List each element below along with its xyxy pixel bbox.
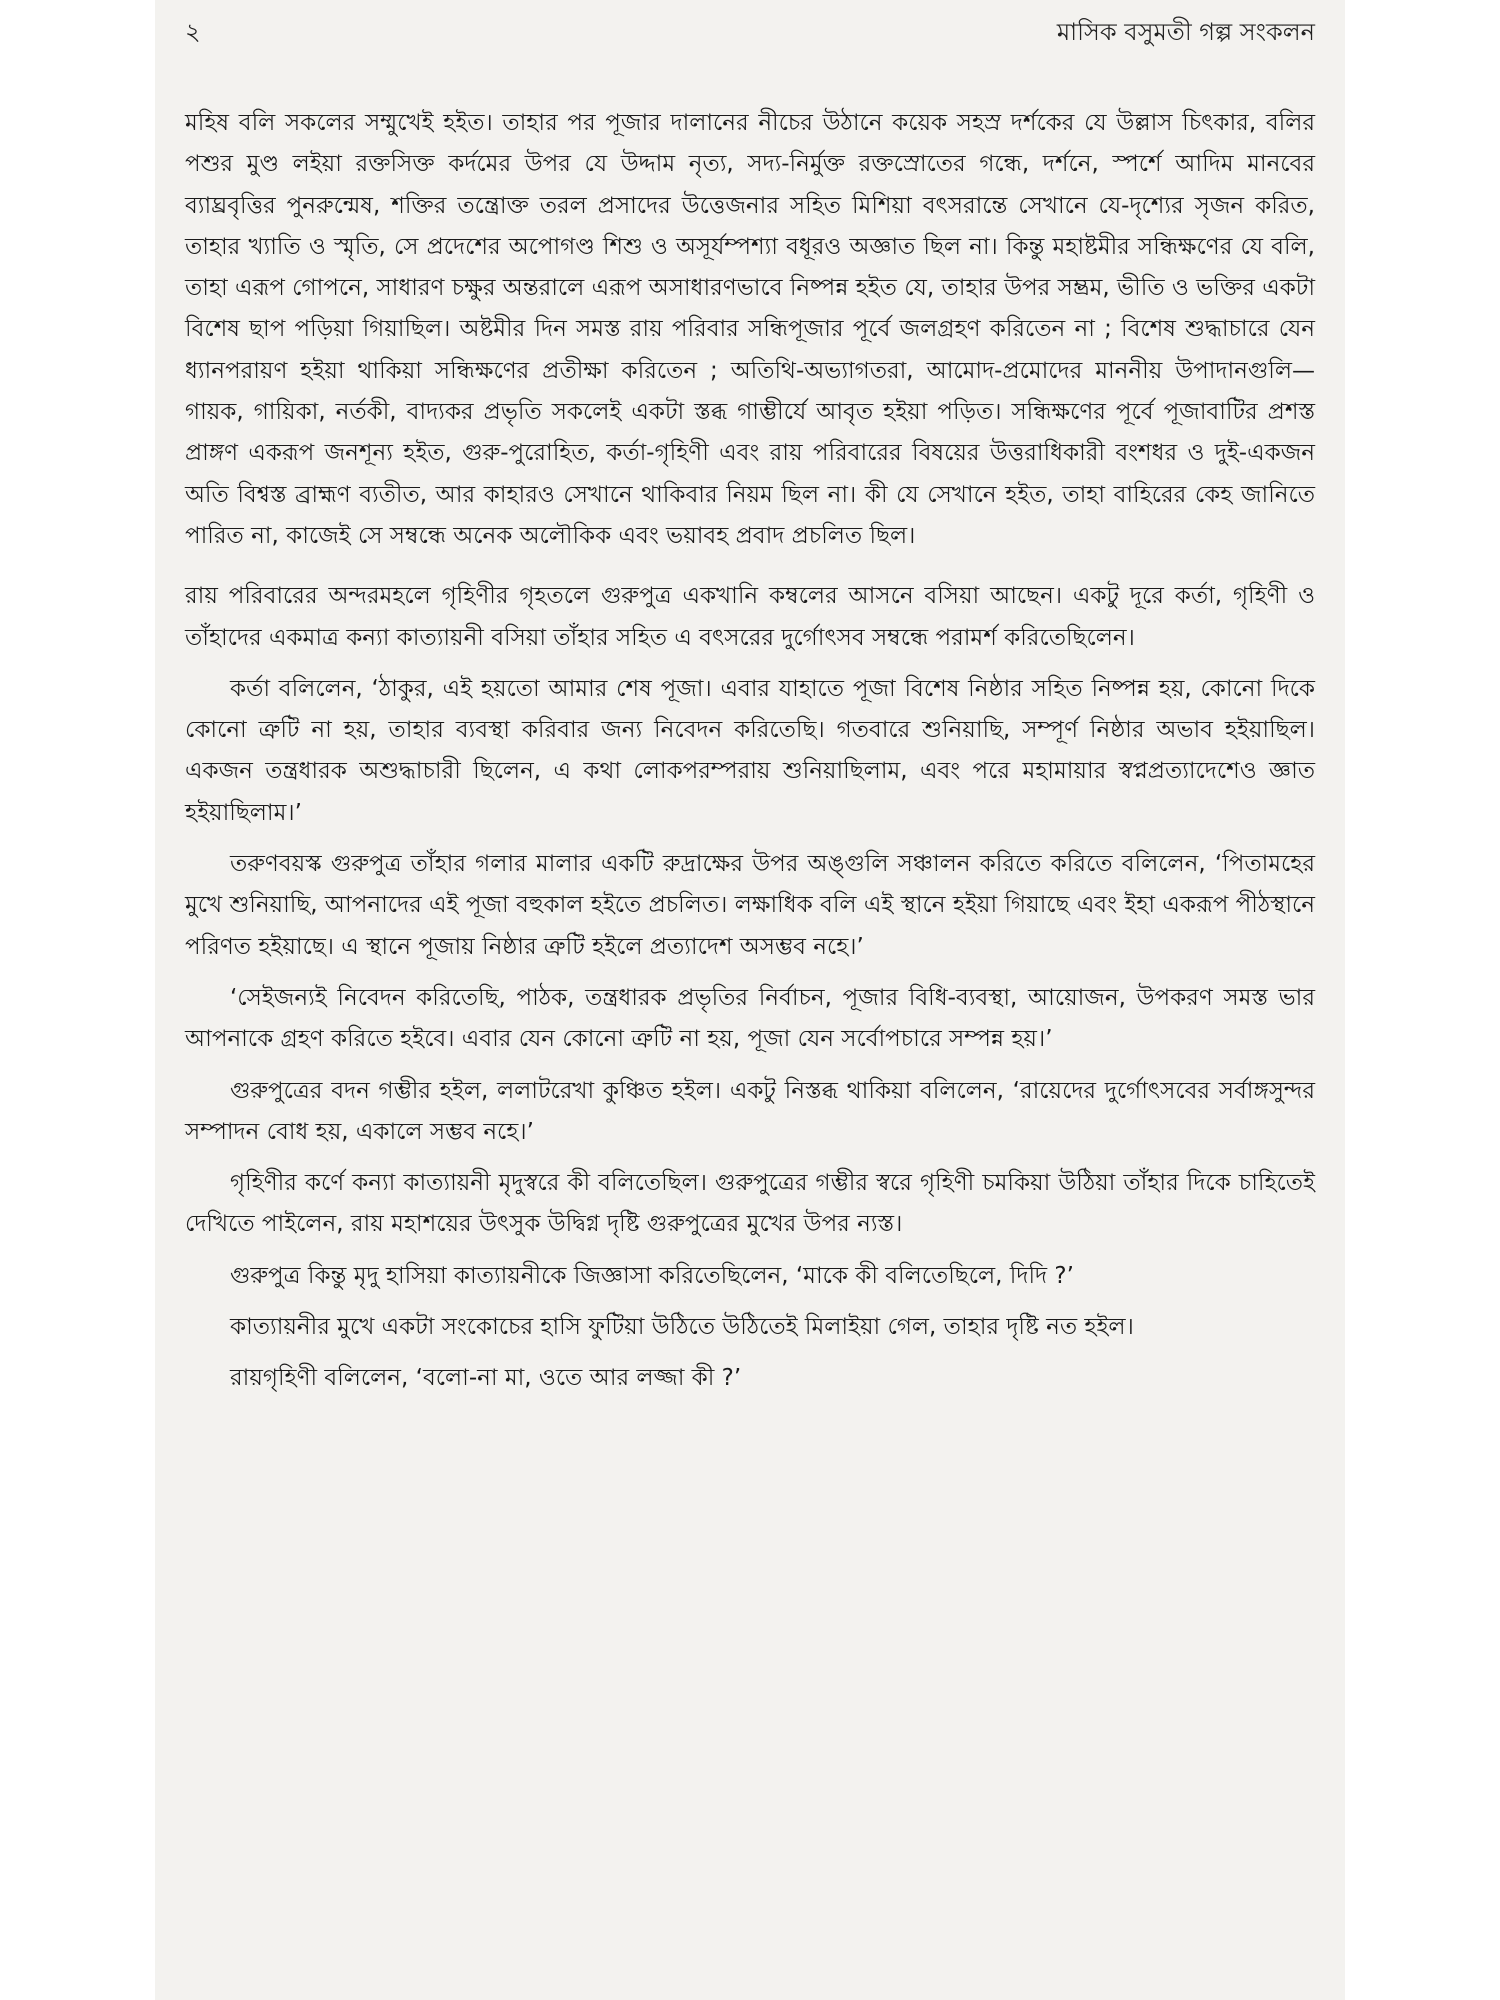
story-text — [185, 103, 1315, 1400]
paragraph-3: কর্তা বলিলেন, ‘ঠাকুর, এই হয়তো আমার শেষ পূজা। এবার যাহাতে পূজা বিশেষ নিষ্ঠার সহিত নিষ্পন্ন হয়, কোনো দিকে কোনো ত্রুটি না হয়, তাহার ব্যবস্থা করিবার জন্য নিবেদন করিতেছি। গতবারে শুনিয়াছি, সম্পূর্ণ নিষ্ঠার অভাব হইয়াছিল। একজন তন্ত্রধারক অশুদ্ধাচারী ছিলেন, এ কথা লোকপরম্পরায় শুনিয়াছিলাম, এবং পরে মহামায়ার স্বপ্নপ্রত্যাদেশেও জ্ঞাত হইয়াছিলাম।’ — [185, 675, 1315, 826]
paragraph-6: গুরুপুত্রের বদন গম্ভীর হইল, ললাটরেখা কুঞ্চিত হইল। একটু নিস্তব্ধ থাকিয়া বলিলেন, ‘রায়েদের দুর্গোৎসবের সর্বাঙ্গসুন্দর সম্পাদন বোধ হয়, একালে সম্ভব নহে।’ — [185, 1077, 1315, 1145]
paragraph-7: গৃহিণীর কর্ণে কন্যা কাত্যায়নী মৃদুস্বরে কী বলিতেছিল। গুরুপুত্রের গম্ভীর স্বরে গৃহিণী চমকিয়া উঠিয়া তাঁহার দিকে চাহিতেই দেখিতে পাইলেন, রায় মহাশয়ের উৎসুক উদ্বিগ্ন দৃষ্টি গুরুপুত্রের মুখের উপর ন্যস্ত। — [185, 1170, 1315, 1238]
running-title: মাসিক বসুমতী গল্প সংকলন — [1056, 18, 1315, 46]
paragraph-5: ‘সেইজন্যই নিবেদন করিতেছি, পাঠক, তন্ত্রধারক প্রভৃতির নির্বাচন, পূজার বিধি-ব্যবস্থা, আয়োজন, উপকরণ সমস্ত ভার আপনাকে গ্রহণ করিতে হইবে। এবার যেন কোনো ত্রুটি না হয়, পূজা যেন সর্বোপচারে সম্পন্ন হয়।’ — [185, 984, 1315, 1053]
paragraph-10: রায়গৃহিণী বলিলেন, ‘বলো-না মা, ওতে আর লজ্জা কী ?’ — [230, 1365, 742, 1392]
paragraph-4: তরুণবয়স্ক গুরুপুত্র তাঁহার গলার মালার একটি রুদ্রাক্ষের উপর অঙ্গুলি সঞ্চালন করিতে করিতে বলিলেন, ‘পিতামহের মুখে শুনিয়াছি, আপনাদের এই পূজা বহুকাল হইতে প্রচলিত। লক্ষাধিক বলি এই স্থানে হইয়া গিয়াছে এবং ইহা একরূপ পীঠস্থানে পরিণত হইয়াছে। এ স্থানে পূজায় নিষ্ঠার ত্রুটি হইলে প্রত্যাদেশ অসম্ভব নহে।’ — [185, 851, 1315, 960]
book-page — [155, 0, 1345, 2000]
paragraph-8: গুরুপুত্র কিন্তু মৃদু হাসিয়া কাত্যায়নীকে জিজ্ঞাসা করিতেছিলেন, ‘মাকে কী বলিতেছিলে, দিদি ?’ — [230, 1262, 1074, 1289]
paragraph-2: রায় পরিবারের অন্দরমহলে গৃহিণীর গৃহতলে গুরুপুত্র একখানি কম্বলের আসনে বসিয়া আছেন। একটু দূরে কর্তা, গৃহিণী ও তাঁহাদের একমাত্র কন্যা কাত্যায়নী বসিয়া তাঁহার সহিত এ বৎসরের দুর্গোৎসব সম্বন্ধে পরামর্শ করিতেছিলেন। — [185, 583, 1315, 651]
page-number: ২ — [185, 18, 201, 46]
page-header — [185, 12, 1315, 52]
paragraph-9: কাত্যায়নীর মুখে একটা সংকোচের হাসি ফুটিয়া উঠিতে উঠিতেই মিলাইয়া গেল, তাহার দৃষ্টি নত হইল। — [230, 1314, 1134, 1341]
paragraph-1: মহিষ বলি সকলের সম্মুখেই হইত। তাহার পর পূজার দালানের নীচের উঠানে কয়েক সহস্র দর্শকের যে উল্লাস চিৎকার, বলির পশুর মুণ্ড লইয়া রক্তসিক্ত কর্দমের উপর যে উদ্দাম নৃত্য, সদ্য-নির্মুক্ত রক্তস্রোতের গন্ধে, দর্শনে, স্পর্শে আদিম মানবের ব্যাঘ্রবৃত্তির পুনরুন্মেষ, শক্তির তন্ত্রোক্ত তরল প্রসাদের উত্তেজনার সহিত মিশিয়া বৎসরান্তে সেখানে যে-দৃশ্যের সৃজন করিত, তাহার খ্যাতি ও স্মৃতি, সে প্রদেশের অপোগণ্ড শিশু ও অসূর্যম্পশ্যা বধূরও অজ্ঞাত ছিল না। কিন্তু মহাষ্টমীর সন্ধিক্ষণের যে বলি, তাহা এরূপ গোপনে, সাধারণ চক্ষুর অন্তরালে এরূপ অসাধারণভাবে নিষ্পন্ন হইত যে, তাহার উপর সম্ভ্রম, ভীতি ও ভক্তির একটা বিশেষ ছাপ পড়িয়া গিয়াছিল। অষ্টমীর দিন সমস্ত রায় পরিবার সন্ধিপূজার পূর্বে জলগ্রহণ করিতেন না ; বিশেষ শুদ্ধাচারে যেন ধ্যানপরায়ণ হইয়া থাকিয়া সন্ধিক্ষণের প্রতীক্ষা করিতেন ; অতিথি-অভ্যাগতরা, আমোদ-প্রমোদের মাননীয় উপাদানগুলি—গায়ক, গায়িকা, নর্তকী, বাদ্যকর প্রভৃতি সকলেই একটা স্তব্ধ গাম্ভীর্যে আবৃত হইয়া পড়িত। সন্ধিক্ষণের পূর্বে পূজাবাটির প্রশস্ত প্রাঙ্গণ একরূপ জনশূন্য হইত, গুরু-পুরোহিত, কর্তা-গৃহিণী এবং রায় পরিবারের বিষয়ের উত্তরাধিকারী বংশধর ও দুই-একজন অতি বিশ্বস্ত ব্রাহ্মণ ব্যতীত, আর কাহারও সেখানে থাকিবার নিয়ম ছিল না। কী যে সেখানে হইত, তাহা বাহিরের কেহ জানিতে পারিত না, কাজেই সে সম্বন্ধে অনেক অলৌকিক এবং ভয়াবহ প্রবাদ প্রচলিত ছিল। — [185, 110, 1315, 549]
